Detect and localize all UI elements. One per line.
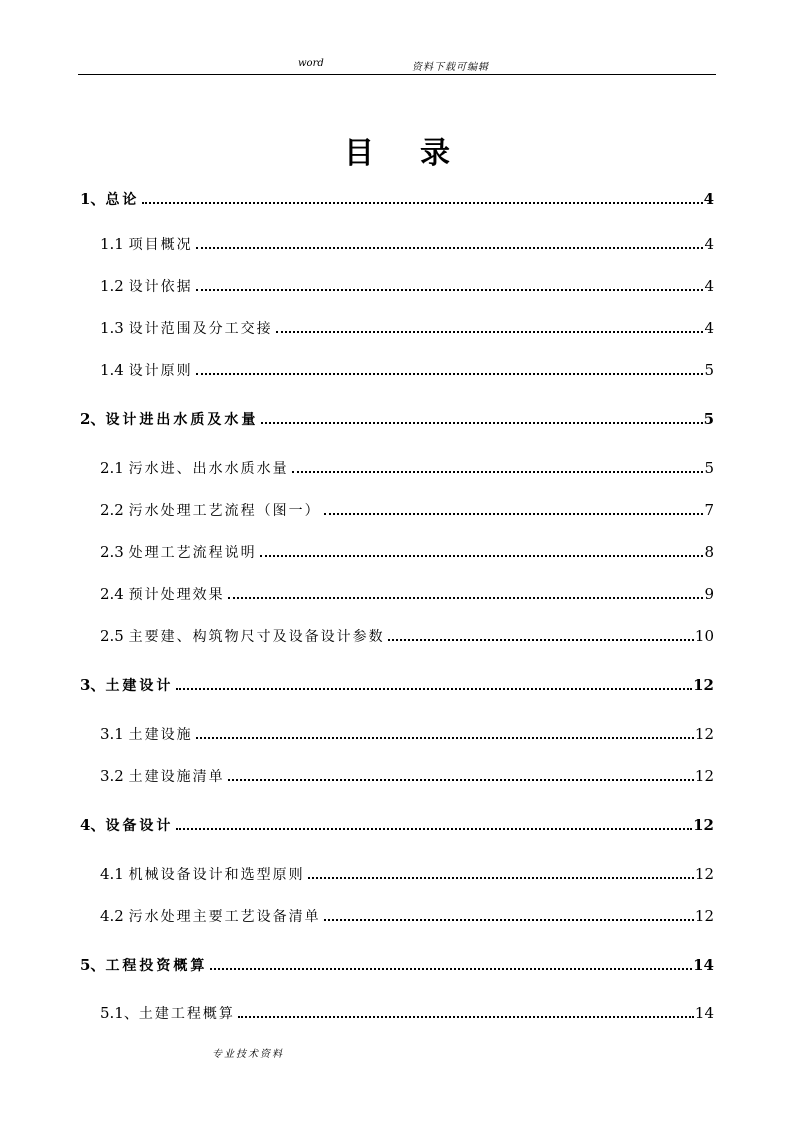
toc-entry-title: 土建设施清单 (128, 769, 225, 785)
toc-entry-title: 主要建、构筑物尺寸及设备设计参数 (128, 629, 385, 645)
toc-entry-number: 1.1 (100, 235, 129, 253)
toc-entry-title: 污水处理主要工艺设备清单 (128, 909, 321, 925)
toc-entry-title: 设计依据 (128, 279, 193, 295)
toc-dot-leader (276, 330, 704, 333)
toc-page-number: 12 (694, 767, 714, 785)
toc-entry-label (100, 626, 385, 646)
toc-entry-label (100, 234, 193, 254)
toc-entry-label (100, 360, 193, 380)
toc-entry-label (80, 408, 258, 429)
toc-entry-title: 污水进、出水水质水量 (128, 461, 289, 477)
toc-entry-title: 项目概况 (128, 237, 193, 253)
toc-entry-label (100, 584, 225, 604)
toc-dot-leader (196, 288, 704, 291)
toc-chapter-row[interactable] (80, 954, 714, 975)
toc-entry-label (100, 318, 273, 338)
toc-entry-label (80, 674, 173, 695)
toc-page-number: 12 (694, 725, 714, 743)
toc-entry-number: 3.2 (100, 767, 129, 785)
toc-entry-number: 4.1 (100, 865, 129, 883)
toc-dot-leader (176, 827, 692, 830)
toc-entry-title: 污水处理工艺流程（图一） (128, 503, 321, 519)
toc-entry-label (100, 906, 321, 926)
toc-dot-leader (238, 1015, 694, 1018)
toc-page-number: 4 (704, 277, 714, 295)
toc-entry-title: 总论 (105, 192, 140, 208)
toc-section-row[interactable] (100, 360, 714, 380)
toc-entry-number: 1、 (80, 190, 106, 208)
toc-entry-title: 处理工艺流程说明 (128, 545, 257, 561)
toc-entry-title: 土建设计 (105, 678, 174, 694)
toc-section-row[interactable] (100, 276, 714, 296)
toc-page-number: 12 (694, 907, 714, 925)
toc-entry-number: 1.3 (100, 319, 129, 337)
toc-dot-leader (324, 918, 694, 921)
toc-page-number: 4 (704, 235, 714, 253)
toc-entry-number: 2.1 (100, 459, 129, 477)
toc-entry-number: 2、 (80, 410, 106, 428)
toc-dot-leader (228, 778, 694, 781)
toc-dot-leader (196, 736, 694, 739)
toc-dot-leader (308, 876, 694, 879)
toc-entry-title: 机械设备设计和选型原则 (128, 867, 305, 883)
toc-section-row[interactable] (100, 864, 714, 884)
toc-entry-label (100, 766, 225, 786)
toc-page-number: 8 (704, 543, 714, 561)
toc-entry-title: 设计范围及分工交接 (128, 321, 273, 337)
toc-section-row[interactable] (100, 542, 714, 562)
toc-page-number: 5 (703, 410, 714, 428)
toc-entry-label (80, 188, 139, 209)
toc-section-row[interactable] (100, 500, 714, 520)
toc-entry-number: 5、 (80, 956, 106, 974)
toc-dot-leader (260, 554, 704, 557)
toc-entry-number: 2.4 (100, 585, 129, 603)
toc-dot-leader (142, 201, 702, 204)
toc-page-number: 14 (693, 956, 714, 974)
toc-dot-leader (228, 596, 704, 599)
toc-page-number: 12 (694, 865, 714, 883)
toc-entry-number: 5.1、 (100, 1004, 139, 1022)
toc-entry-number: 4.2 (100, 907, 129, 925)
toc-entry-title: 土建设施 (128, 727, 193, 743)
toc-chapter-row[interactable] (80, 408, 714, 429)
toc-page-number: 14 (694, 1004, 714, 1022)
header-right-text: 资料下载可编辑 (412, 62, 489, 73)
toc-entry-label (100, 276, 193, 296)
toc-section-row[interactable] (100, 234, 714, 254)
toc-page-number: 10 (694, 627, 714, 645)
toc-page-number: 4 (703, 190, 714, 208)
toc-entry-label (100, 500, 321, 520)
toc-dot-leader (292, 470, 704, 473)
toc-dot-leader (196, 246, 704, 249)
toc-page-number: 5 (704, 361, 714, 379)
toc-page-number: 12 (693, 816, 714, 834)
toc-dot-leader (324, 512, 704, 515)
toc-entry-label (80, 814, 173, 835)
toc-entry-number: 2.5 (100, 627, 129, 645)
toc-section-row[interactable] (100, 318, 714, 338)
toc-page-number: 4 (704, 319, 714, 337)
toc-entry-number: 2.3 (100, 543, 129, 561)
toc-section-row[interactable] (100, 724, 714, 744)
toc-page-number: 7 (704, 501, 714, 519)
toc-section-row[interactable] (100, 584, 714, 604)
toc-dot-leader (210, 967, 692, 970)
toc-page-number: 5 (704, 459, 714, 477)
toc-chapter-row[interactable] (80, 814, 714, 835)
page-footer: 专业技术资料 (212, 1049, 284, 1060)
toc-section-row[interactable] (100, 906, 714, 926)
toc-page-number: 12 (693, 676, 714, 694)
toc-entry-number: 1.4 (100, 361, 129, 379)
page-title: 目录 (344, 136, 496, 171)
toc-entry-label (80, 954, 207, 975)
toc-entry-number: 4、 (80, 816, 106, 834)
toc-section-row[interactable] (100, 1002, 714, 1023)
toc-dot-leader (176, 687, 692, 690)
toc-section-row[interactable] (100, 766, 714, 786)
toc-entry-number: 3.1 (100, 725, 129, 743)
toc-chapter-row[interactable] (80, 188, 714, 209)
toc-section-row[interactable] (100, 458, 714, 478)
toc-entry-title: 设计原则 (128, 363, 193, 379)
toc-entry-label (100, 458, 289, 478)
toc-entry-label (100, 864, 305, 884)
toc-dot-leader (261, 421, 702, 424)
toc-entry-title: 土建工程概算 (138, 1006, 235, 1022)
toc-entry-title: 预计处理效果 (128, 587, 225, 603)
toc-dot-leader (196, 372, 704, 375)
toc-entry-label (100, 542, 257, 562)
toc-page-number: 9 (704, 585, 714, 603)
header-left-text: word (298, 58, 324, 69)
toc-entry-number: 1.2 (100, 277, 129, 295)
toc-chapter-row[interactable] (80, 674, 714, 695)
toc-entry-number: 3、 (80, 676, 106, 694)
toc-entry-label (100, 724, 193, 744)
toc-entry-title: 设计进出水质及水量 (105, 412, 259, 428)
toc-entry-title: 设备设计 (105, 818, 174, 834)
toc-entry-number: 2.2 (100, 501, 129, 519)
toc-entry-title: 工程投资概算 (105, 958, 208, 974)
toc-entry-label (100, 1002, 235, 1023)
page-header (78, 56, 716, 75)
toc-section-row[interactable] (100, 626, 714, 646)
toc-dot-leader (388, 638, 694, 641)
